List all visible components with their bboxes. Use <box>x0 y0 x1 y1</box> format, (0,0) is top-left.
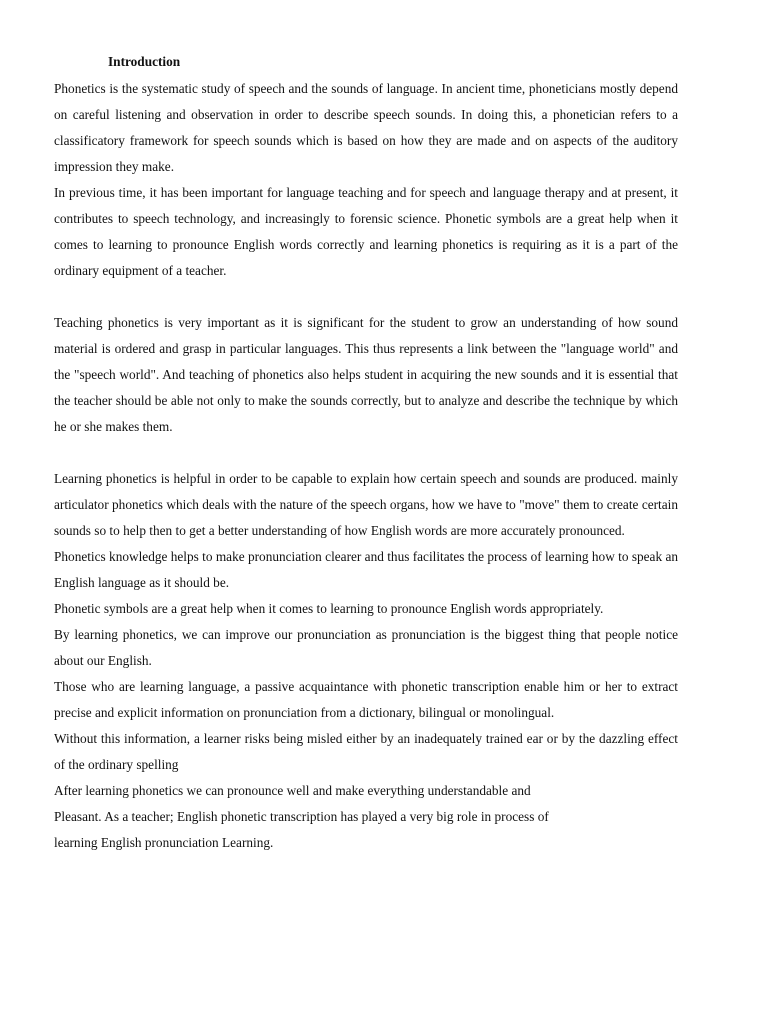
closing-line: Pleasant. As a teacher; English phonetic transcription has played a very big role in process of <box>54 809 549 824</box>
document-page <box>54 52 678 856</box>
paragraph-transcription: Those who are learning language, a passive acquaintance with phonetic transcription enable him or her to extract precise and explicit information on pronunciation from a dictionary, bilingual or monolingual. <box>54 679 678 720</box>
closing-line: learning English pronunciation Learning. <box>54 835 274 850</box>
closing-line: After learning phonetics we can pronounce well and make everything understandable and <box>54 783 531 798</box>
paragraph-previous-time: In previous time, it has been important for language teaching and for speech and language therapy and at present, it contributes to speech technology, and increasingly to forensic science. Phonetic symbols are a great help when it comes to learning to pronounce English words correctly and learning phonetics is requiring as it is a part of the ordinary equipment of a teacher. <box>54 185 678 278</box>
closing-lines <box>54 778 678 856</box>
paragraph-phonetics-definition: Phonetics is the systematic study of speech and the sounds of language. In ancient time, phoneticians mostly depend on careful listening and observation in order to describe speech sounds. In doing this, a phonetician refers to a classificatory framework for speech sounds which is based on how they are made and on aspects of the auditory impression they make. <box>54 81 678 174</box>
paragraph-spacer <box>54 440 678 466</box>
paragraph-spacer <box>54 284 678 310</box>
paragraph-without-information: Without this information, a learner risks being misled either by an inadequately trained ear or by the dazzling effect of the ordinary spelling <box>54 731 678 772</box>
paragraph-teaching-phonetics: Teaching phonetics is very important as it is significant for the student to grow an understanding of how sound material is ordered and grasp in particular languages. This thus represents a link between the "language world" and the "speech world". And teaching of phonetics also helps student in acquiring the new sounds and it is essential that the teacher should be able not only to make the sounds correctly, but to analyze and describe the technique by which he or she makes them. <box>54 315 678 434</box>
section-heading: Introduction <box>108 54 181 69</box>
paragraph-learning-phonetics: Learning phonetics is helpful in order to be capable to explain how certain speech and sounds are produced. mainly articulator phonetics which deals with the nature of the speech organs, how we have to "move" them to create certain sounds so to help then to get a better understanding of how English words are more accurately pronounced. <box>54 471 678 538</box>
paragraph-symbols: Phonetic symbols are a great help when it comes to learning to pronounce English words appropriately. <box>54 601 604 616</box>
paragraph-improve-pronunciation: By learning phonetics, we can improve our pronunciation as pronunciation is the biggest thing that people notice about our English. <box>54 627 678 668</box>
paragraph-knowledge: Phonetics knowledge helps to make pronunciation clearer and thus facilitates the process of learning how to speak an English language as it should be. <box>54 549 678 590</box>
